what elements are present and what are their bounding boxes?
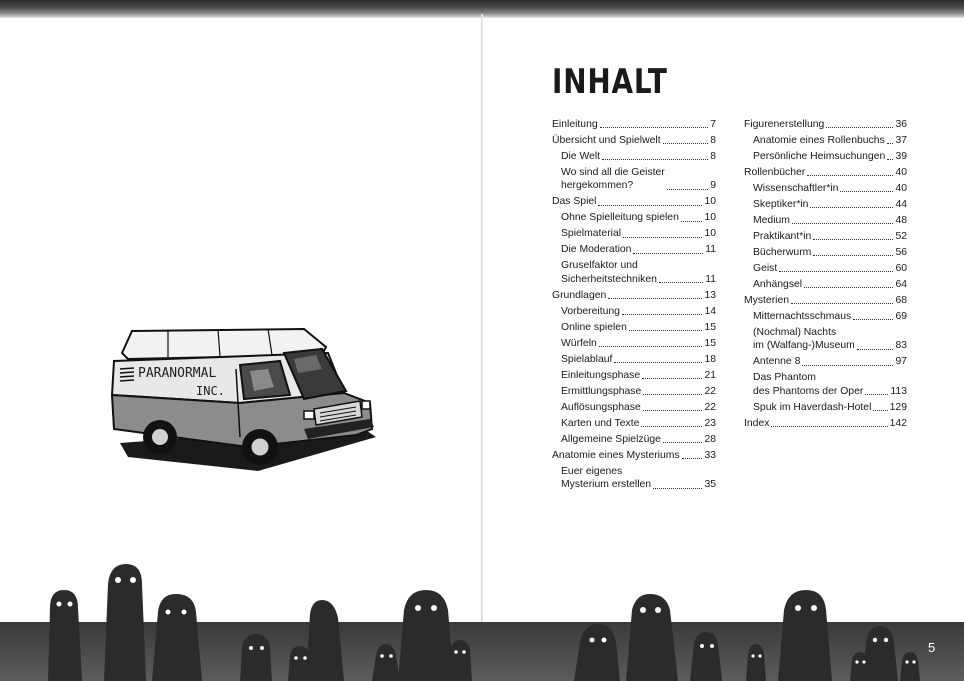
toc-entry <box>744 134 907 147</box>
toc-entry-label: Würfeln <box>561 337 597 349</box>
toc-entry <box>744 166 907 179</box>
toc-leader-dots <box>641 426 702 427</box>
toc-entry <box>552 433 716 446</box>
toc-entry-label: Index <box>744 417 770 429</box>
toc-leader-dots <box>602 159 708 160</box>
toc-entry-label: Figurenerstellung <box>744 119 825 130</box>
toc-leader-dots <box>633 253 703 254</box>
page-title: INHALT <box>552 62 668 102</box>
ghost-silhouettes-illustration <box>0 560 964 681</box>
toc-entry <box>744 198 907 211</box>
van-lettering-line-2: INC. <box>196 384 225 398</box>
toc-entry-page: 33 <box>704 449 716 461</box>
toc-entry-page: 11 <box>705 273 716 285</box>
toc-entry <box>744 371 907 398</box>
page-number: 5 <box>928 640 936 655</box>
toc-entry <box>744 230 907 243</box>
toc-entry-page: 28 <box>704 433 716 445</box>
toc-entry-page: 8 <box>710 135 716 146</box>
toc-entry <box>552 227 716 240</box>
toc-leader-dots <box>887 159 893 160</box>
toc-entry-page: 22 <box>704 385 716 397</box>
toc-entry <box>552 195 716 208</box>
toc-leader-dots <box>857 349 894 350</box>
toc-entry-label: Vorbereitung <box>561 305 620 317</box>
toc-entry-page: 14 <box>704 305 716 317</box>
toc-leader-dots <box>659 282 703 283</box>
toc-leader-dots <box>865 394 888 395</box>
toc-entry-label: Auflösungsphase <box>561 401 641 413</box>
toc-leader-dots <box>813 255 893 256</box>
toc-entry-page: 15 <box>704 337 716 349</box>
toc-leader-dots <box>599 346 703 347</box>
toc-entry-label: Einleitung <box>552 119 598 130</box>
toc-leader-dots <box>681 221 703 222</box>
toc-entry-page: 11 <box>705 244 716 256</box>
toc-leader-dots <box>873 410 887 411</box>
toc-entry-label: Geist <box>753 263 778 274</box>
toc-entry <box>744 118 907 131</box>
toc-entry-label: Übersicht und Spielwelt <box>552 135 661 146</box>
toc-entry <box>552 211 716 224</box>
toc-leader-dots <box>792 223 893 224</box>
toc-entry <box>744 262 907 275</box>
toc-entry-label: (Nochmal) Nachts im (Walfang-)Museum <box>753 327 855 352</box>
toc-leader-dots <box>598 205 702 206</box>
toc-entry-label: Rollenbücher <box>744 167 806 178</box>
toc-entry-label: Grundlagen <box>552 289 607 301</box>
toc-leader-dots <box>663 143 709 144</box>
toc-leader-dots <box>826 127 893 128</box>
toc-entry <box>552 417 716 430</box>
toc-entry-label: Gruselfaktor und Sicherheitstechniken <box>561 260 657 285</box>
toc-entry-label: Wissenschaftler*in <box>753 183 839 194</box>
toc-entry <box>552 134 716 147</box>
toc-entry-page: 23 <box>704 417 716 429</box>
toc-entry-page: 10 <box>704 196 716 208</box>
toc-leader-dots <box>629 330 703 331</box>
toc-entry-label: Einleitungsphase <box>561 369 641 381</box>
toc-entry-page: 13 <box>704 289 716 301</box>
toc-entry-label: Wo sind all die Geister hergekommen? <box>561 167 665 192</box>
toc-entry-label: Persönliche Heimsuchungen <box>753 151 886 162</box>
toc-entry <box>744 417 907 430</box>
toc-entry-label: Medium <box>753 215 790 226</box>
toc-leader-dots <box>667 189 708 190</box>
toc-entry-page: 56 <box>895 247 907 258</box>
toc-entry-page: 8 <box>710 151 716 162</box>
toc-leader-dots <box>623 237 702 238</box>
toc-entry-page: 36 <box>895 119 907 130</box>
toc-entry <box>744 182 907 195</box>
toc-entry-label: Die Moderation <box>561 244 632 256</box>
toc-entry <box>552 465 716 492</box>
toc-entry-label: Anhängsel <box>753 279 803 290</box>
toc-entry-label: Ermittlungsphase <box>561 385 642 397</box>
toc-leader-dots <box>771 426 887 427</box>
toc-entry-page: 69 <box>895 311 907 322</box>
toc-entry-page: 9 <box>710 180 716 192</box>
toc-entry-page: 48 <box>895 215 907 226</box>
toc-entry <box>552 337 716 350</box>
toc-entry <box>744 401 907 414</box>
toc-leader-dots <box>663 442 703 443</box>
toc-entry <box>552 353 716 366</box>
toc-leader-dots <box>600 127 709 128</box>
toc-leader-dots <box>840 191 893 192</box>
toc-entry <box>744 278 907 291</box>
toc-entry-page: 40 <box>895 183 907 194</box>
toc-entry-label: Spuk im Haverdash-Hotel <box>753 401 872 413</box>
toc-entry-label: Bücherwurm <box>753 247 812 258</box>
toc-leader-dots <box>887 143 894 144</box>
toc-entry-label: Mysterien <box>744 295 790 306</box>
toc-entry <box>744 355 907 368</box>
toc-entry-label: Spielmaterial <box>561 228 622 240</box>
toc-entry-page: 15 <box>704 321 716 333</box>
toc-entry-page: 10 <box>704 228 716 240</box>
toc-entry <box>552 401 716 414</box>
toc-leader-dots <box>653 488 702 489</box>
toc-leader-dots <box>853 319 893 320</box>
toc-entry <box>552 243 716 256</box>
toc-leader-dots <box>802 365 893 366</box>
toc-entry <box>744 310 907 323</box>
toc-entry-page: 52 <box>895 231 907 242</box>
toc-leader-dots <box>622 314 703 315</box>
toc-entry-page: 83 <box>895 340 907 352</box>
toc-entry <box>552 369 716 382</box>
toc-entry-page: 113 <box>890 385 907 397</box>
toc-entry <box>744 150 907 163</box>
toc-entry <box>744 326 907 353</box>
toc-entry <box>552 321 716 334</box>
paranormal-van-illustration <box>108 325 378 475</box>
toc-entry-page: 21 <box>704 369 716 381</box>
toc-entry-label: Die Welt <box>561 151 601 162</box>
toc-leader-dots <box>779 271 893 272</box>
toc-entry <box>552 259 716 286</box>
toc-leader-dots <box>807 175 893 176</box>
van-lettering-line-1: PARANORMAL <box>138 366 217 381</box>
toc-entry <box>552 118 716 131</box>
toc-entry-label: Antenne 8 <box>753 356 801 368</box>
toc-entry-page: 60 <box>895 263 907 274</box>
toc-entry <box>744 294 907 307</box>
toc-leader-dots <box>614 362 702 363</box>
toc-entry-page: 97 <box>895 356 907 368</box>
toc-entry-label: Anatomie eines Mysteriums <box>552 449 680 461</box>
toc-entry-page: 7 <box>710 119 716 130</box>
toc-entry-page: 142 <box>889 417 907 429</box>
toc-entry-page: 44 <box>895 199 907 210</box>
toc-entry <box>552 385 716 398</box>
toc-entry-page: 10 <box>704 212 716 224</box>
toc-entry-label: Spielablauf <box>561 353 613 365</box>
toc-leader-dots <box>643 410 703 411</box>
toc-leader-dots <box>642 378 702 379</box>
toc-entry-page: 39 <box>895 151 907 162</box>
toc-leader-dots <box>643 394 702 395</box>
toc-entry-label: Euer eigenes Mysterium erstellen <box>561 465 652 491</box>
toc-entry-page: 64 <box>895 279 907 290</box>
toc-entry-label: Allgemeine Spielzüge <box>561 433 661 445</box>
toc-column-left <box>552 118 716 494</box>
toc-entry <box>744 214 907 227</box>
toc-entry-label: Karten und Texte <box>561 417 640 429</box>
toc-leader-dots <box>813 239 893 240</box>
toc-leader-dots <box>682 458 703 459</box>
toc-entry-page: 37 <box>895 135 907 146</box>
toc-entry-label: Anatomie eines Rollenbuchs <box>753 135 885 146</box>
toc-entry <box>552 305 716 318</box>
toc-entry <box>552 289 716 302</box>
toc-entry-page: 68 <box>895 295 907 306</box>
toc-entry-page: 35 <box>704 479 716 491</box>
toc-entry-label: Das Spiel <box>552 196 597 208</box>
toc-column-right <box>744 118 907 433</box>
toc-leader-dots <box>608 298 702 299</box>
toc-entry-label: Skeptiker*in <box>753 199 809 210</box>
toc-entry-label: Das Phantom des Phantoms der Oper <box>753 372 864 397</box>
toc-leader-dots <box>810 207 893 208</box>
toc-entry-page: 18 <box>704 353 716 365</box>
toc-leader-dots <box>804 287 893 288</box>
toc-entry <box>744 246 907 259</box>
toc-entry-label: Praktikant*in <box>753 231 812 242</box>
toc-entry-label: Ohne Spielleitung spielen <box>561 212 679 224</box>
toc-entry-page: 129 <box>889 401 907 413</box>
toc-entry-page: 40 <box>895 167 907 178</box>
toc-entry <box>552 166 716 193</box>
toc-entry <box>552 449 716 462</box>
toc-entry-label: Online spielen <box>561 321 627 333</box>
toc-entry <box>552 150 716 163</box>
toc-entry-label: Mitternachtsschmaus <box>753 311 852 322</box>
toc-entry-page: 22 <box>704 401 716 413</box>
toc-leader-dots <box>791 303 893 304</box>
